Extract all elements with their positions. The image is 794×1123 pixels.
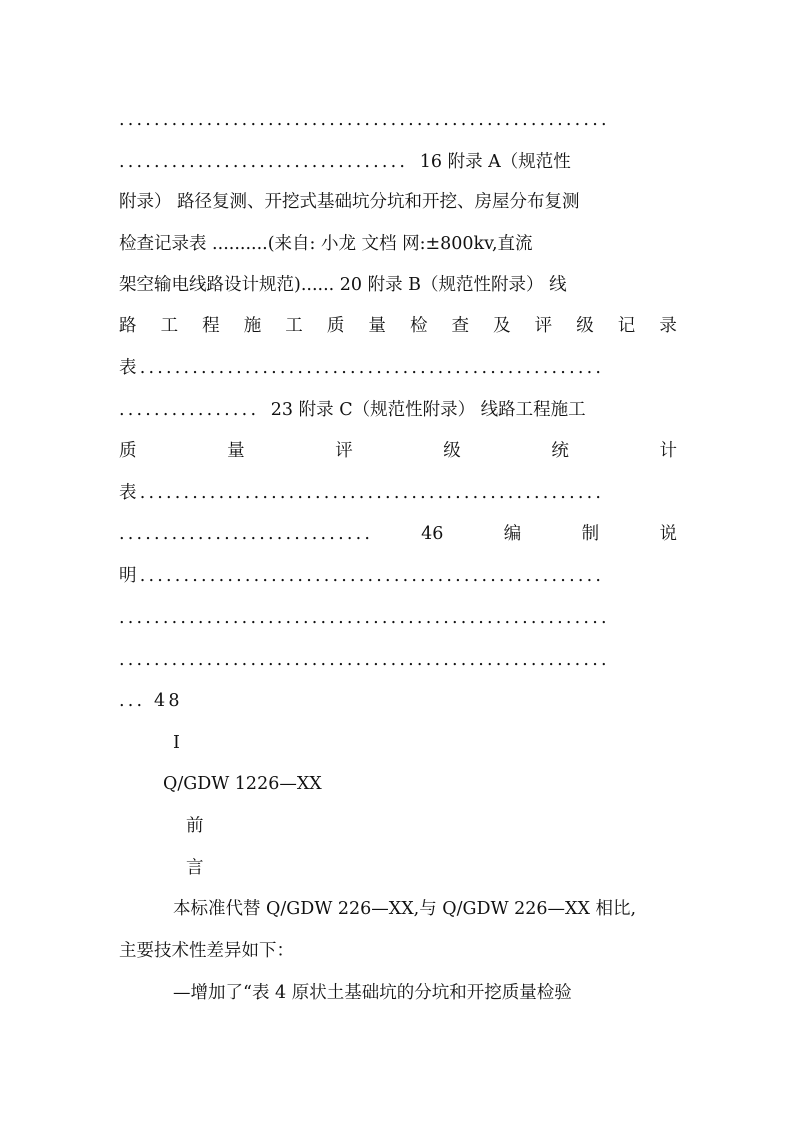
toc-char: 计 bbox=[659, 441, 677, 461]
paragraph-line: 本标准代替 Q/GDW 226—XX,与 Q/GDW 226—XX 相比, bbox=[173, 899, 637, 919]
toc-char: 制 bbox=[581, 524, 600, 544]
document-code: Q/GDW 1226—XX bbox=[163, 774, 322, 794]
toc-char: 路 bbox=[119, 316, 137, 336]
toc-line-10: 表..................................................... bbox=[119, 483, 605, 503]
toc-line-8 bbox=[119, 395, 677, 425]
toc-char: 质 bbox=[326, 316, 345, 336]
toc-leader-dots: ................................. bbox=[119, 152, 409, 172]
toc-char: 质 bbox=[119, 441, 137, 461]
toc-leader-dots: ............................. bbox=[119, 524, 374, 544]
toc-char: 级 bbox=[576, 316, 594, 336]
toc-line-6 bbox=[119, 311, 677, 341]
toc-char: 量 bbox=[368, 316, 386, 336]
paragraph-line: —增加了“表 4 原状土基础坑的分坑和开挖质量检验 bbox=[173, 983, 572, 1003]
toc-char: 统 bbox=[551, 441, 569, 461]
toc-entry-appendix-a: 16 附录 A（规范性 bbox=[419, 152, 571, 172]
toc-line-4: 检查记录表 ..........(来自: 小龙 文档 网:±800kv,直流 bbox=[119, 234, 533, 254]
toc-char: 程 bbox=[202, 316, 220, 336]
toc-char: 录 bbox=[659, 316, 677, 336]
toc-line-13: ........................................................ bbox=[119, 608, 610, 628]
toc-entry-editorial-note bbox=[421, 519, 677, 549]
toc-char: 工 bbox=[160, 316, 179, 336]
heading-foreword-2: 言 bbox=[186, 858, 204, 878]
toc-entry-appendix-c: 23 附录 C（规范性附录） 线路工程施工 bbox=[270, 400, 586, 420]
toc-char: 量 bbox=[227, 441, 245, 461]
toc-line-7: 表..................................................... bbox=[119, 358, 605, 378]
toc-char: 施 bbox=[243, 316, 262, 336]
toc-char: 编 bbox=[503, 524, 522, 544]
toc-line-14: ........................................................ bbox=[119, 650, 610, 670]
toc-line-3: 附录） 路径复测、开挖式基础坑分坑和开挖、房屋分布复测 bbox=[119, 192, 580, 212]
paragraph-line: 主要技术性差异如下： bbox=[119, 941, 294, 961]
toc-page-number: 46 bbox=[421, 524, 444, 544]
toc-char: 及 bbox=[493, 316, 511, 336]
toc-line-5: 架空输电线路设计规范)...... 20 附录 B（规范性附录） 线 bbox=[119, 275, 567, 295]
toc-char: 级 bbox=[443, 441, 461, 461]
toc-char: 评 bbox=[534, 316, 553, 336]
toc-line-15: ... 48 bbox=[119, 691, 183, 711]
heading-foreword-1: 前 bbox=[186, 816, 204, 836]
toc-char: 说 bbox=[659, 524, 677, 544]
page-roman-numeral: I bbox=[173, 733, 180, 753]
toc-char: 检 bbox=[409, 316, 428, 336]
toc-line-12: 明..................................................... bbox=[119, 566, 605, 586]
toc-char: 查 bbox=[451, 316, 469, 336]
toc-char: 记 bbox=[617, 316, 636, 336]
toc-leader-dots: ................ bbox=[119, 400, 260, 420]
toc-char: 评 bbox=[335, 441, 353, 461]
toc-line-9 bbox=[119, 436, 677, 466]
toc-line-11 bbox=[119, 519, 677, 549]
toc-line-2 bbox=[119, 147, 677, 177]
toc-line-1: ........................................................ bbox=[119, 110, 610, 130]
toc-char: 工 bbox=[285, 316, 303, 336]
